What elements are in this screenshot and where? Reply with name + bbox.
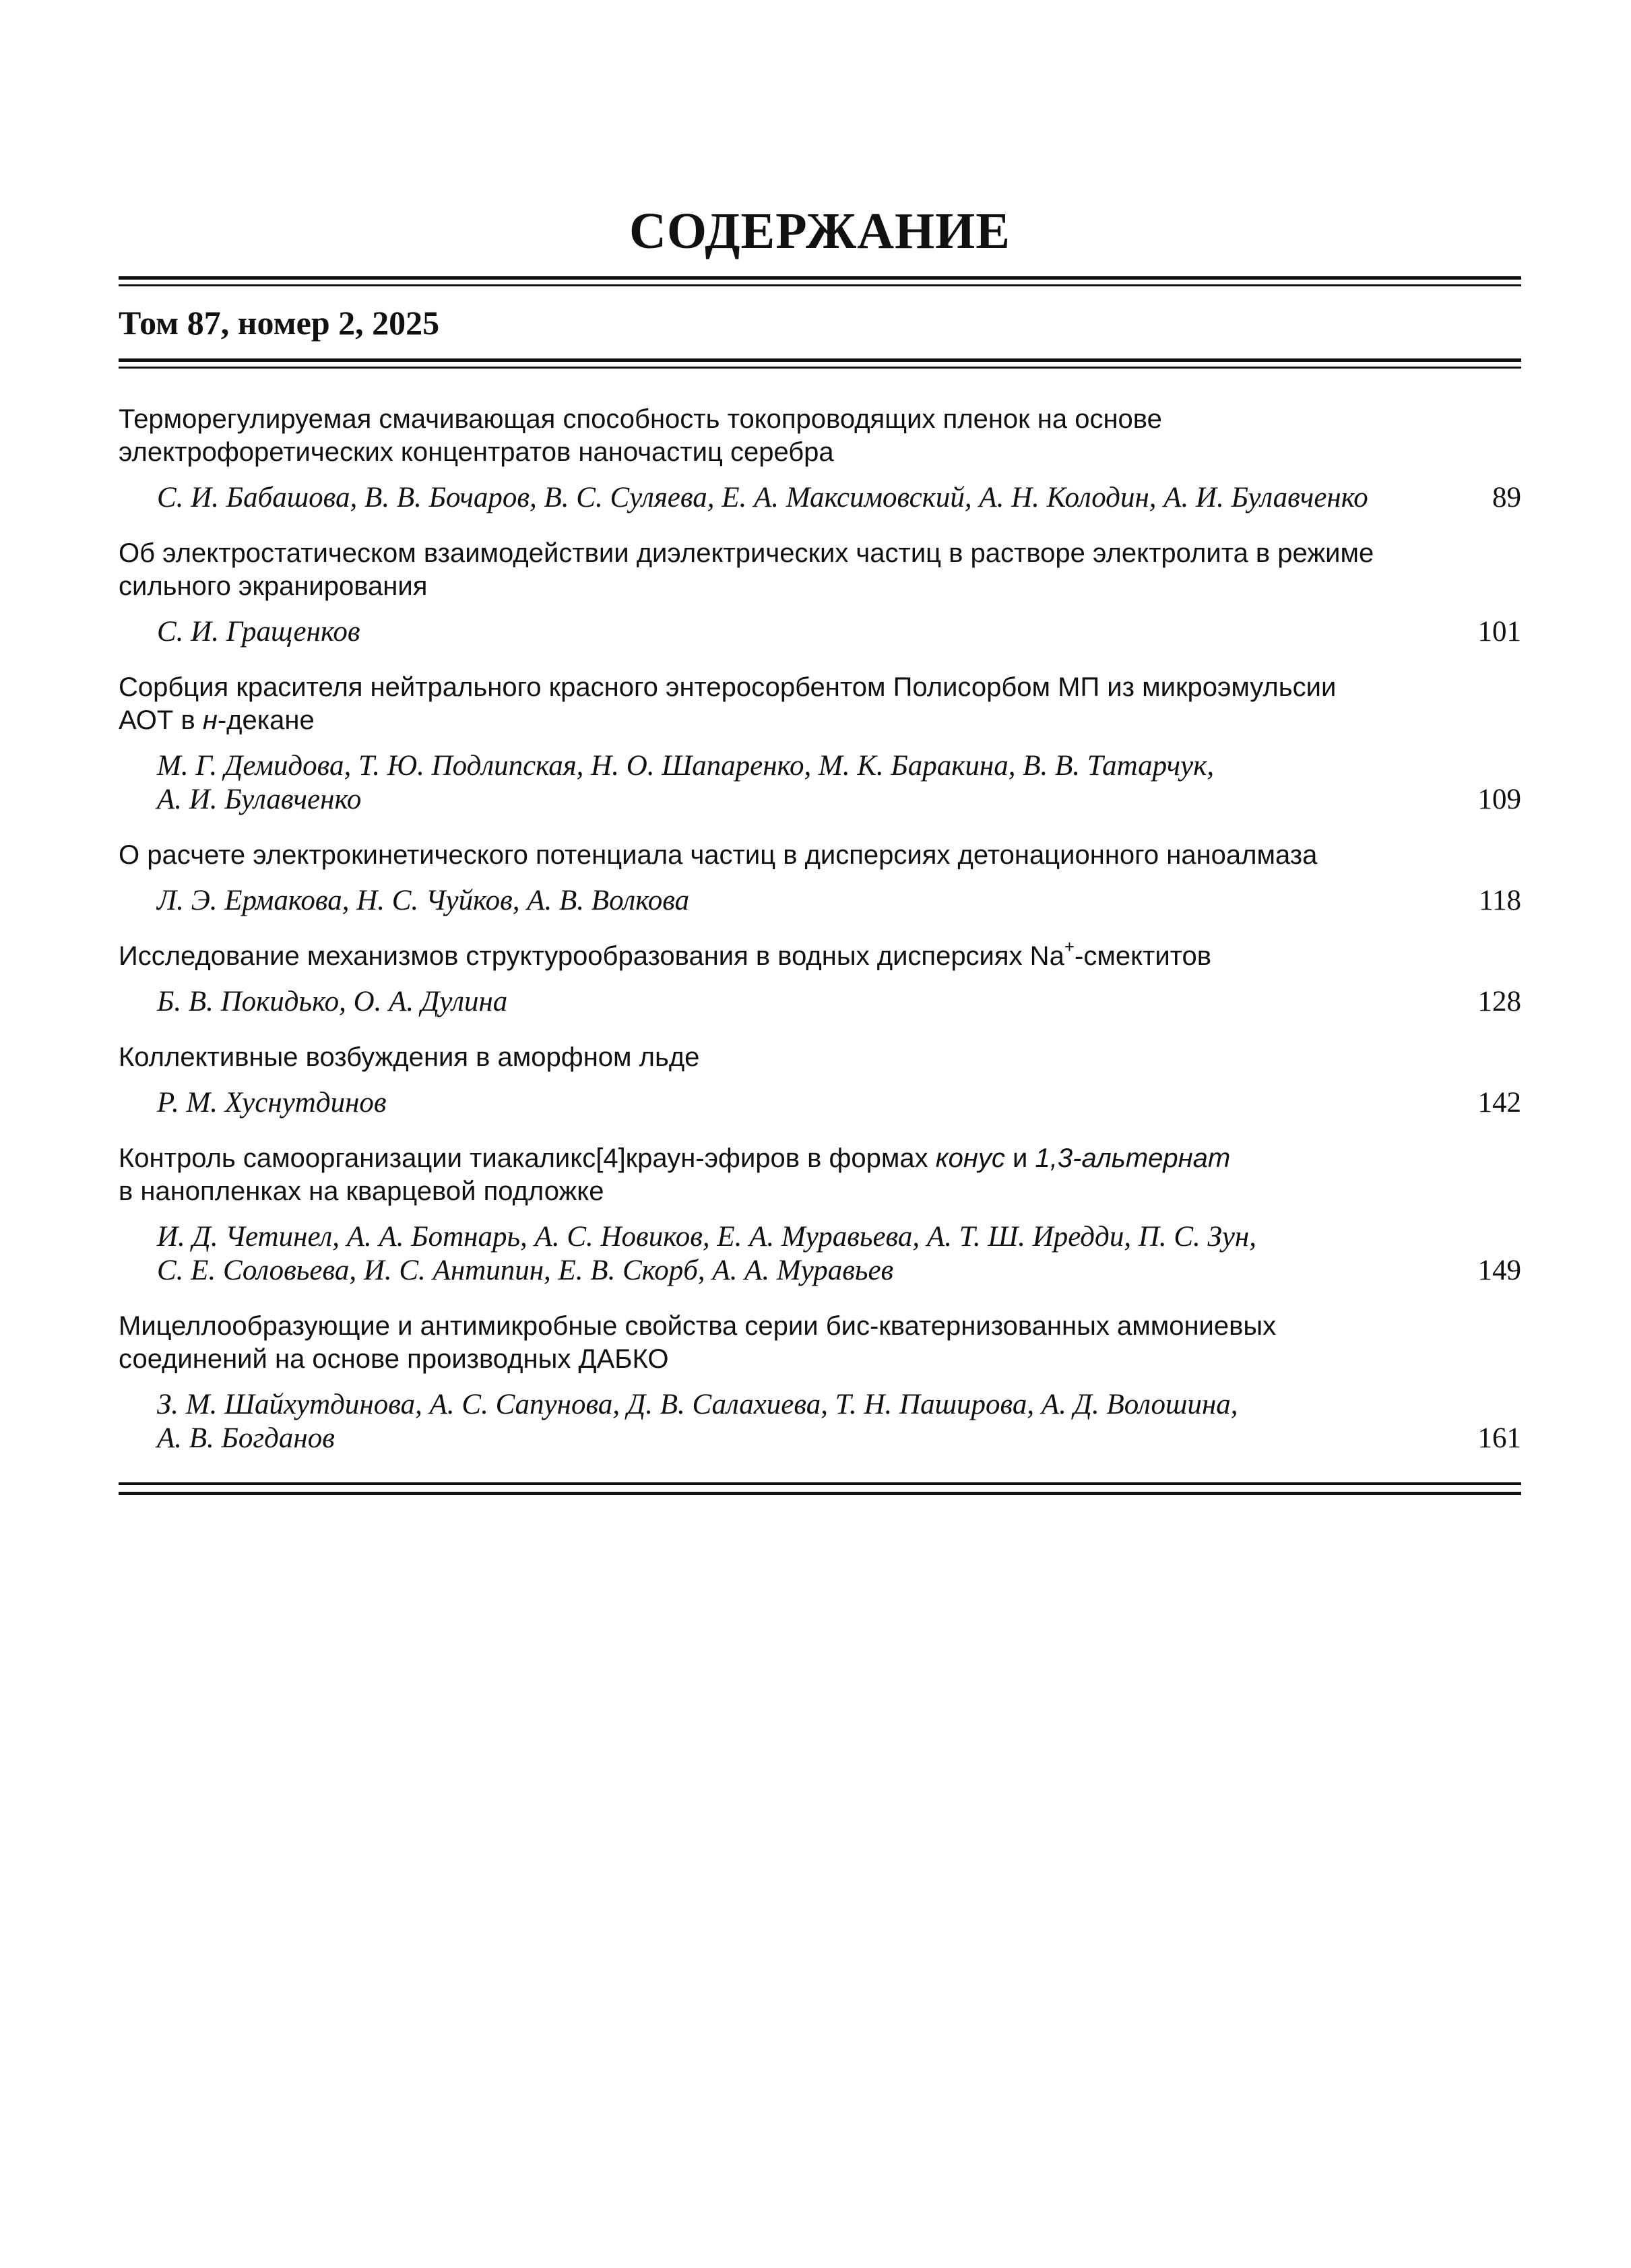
entry-page-number: 89: [1492, 482, 1521, 513]
entry-title[interactable]: Коллективные возбуждения в аморфном льде: [119, 1042, 700, 1072]
toc-entry[interactable]: [119, 839, 1521, 918]
entry-page-number: 161: [1477, 1422, 1521, 1454]
entry-page-number: 118: [1479, 885, 1521, 916]
page-title: СОДЕРЖАНИЕ: [629, 203, 1011, 259]
entry-authors: Б. В. Покидько, О. А. Дулина: [157, 986, 508, 1017]
entry-authors: З. М. Шайхутдинова, А. С. Сапунова, Д. В. Салахиева, Т. Н. Паширова, А. Д. Волошина, А. В. Богданов: [157, 1389, 1238, 1454]
toc-list: [119, 403, 1521, 1493]
entry-title[interactable]: Терморегулируемая смачивающая способность токопроводящих пленок на основе электрофоретических концентратов наночастиц серебра: [119, 404, 1162, 467]
toc-entry[interactable]: [119, 1310, 1521, 1455]
entry-page-number: 142: [1477, 1087, 1521, 1119]
toc-entry[interactable]: [119, 1142, 1521, 1288]
entry-title[interactable]: О расчете электрокинетического потенциала частиц в дисперсиях детонационного наноалмаза: [119, 840, 1318, 870]
entry-page-number: 149: [1477, 1255, 1521, 1286]
toc-entry[interactable]: [119, 403, 1521, 515]
entry-page-number: 109: [1477, 784, 1521, 815]
entry-authors: С. И. Гращенков: [157, 616, 360, 648]
entry-authors: Л. Э. Ермакова, Н. С. Чуйков, А. В. Волкова: [157, 885, 690, 916]
toc-entry[interactable]: [119, 671, 1521, 817]
entry-title[interactable]: Об электростатическом взаимодействии диэлектрических частиц в растворе электролита в режиме сильного экранирования: [119, 538, 1374, 601]
bottom-rule: [119, 1482, 1521, 1493]
volume-label: Том 87, номер 2, 2025: [119, 304, 440, 342]
volume-rule: [119, 358, 1521, 369]
entry-title[interactable]: Мицеллообразующие и антимикробные свойства серии бис-кватернизованных аммониевых соединений на основе производных ДАБКО: [119, 1311, 1277, 1374]
toc-entry[interactable]: [119, 1041, 1521, 1120]
entry-authors: М. Г. Демидова, Т. Ю. Подлипская, Н. О. Шапаренко, М. К. Баракина, В. В. Татарчук, А. И. Булавченко: [157, 750, 1215, 815]
toc-entry[interactable]: [119, 537, 1521, 649]
title-rule: [119, 276, 1521, 287]
entry-authors: И. Д. Четинел, А. А. Ботнарь, А. С. Новиков, Е. А. Муравьева, А. Т. Ш. Иредди, П. С. Зун, С. Е. Соловьева, И. С. Антипин, Е. В. Скорб, А. А. Муравьев: [157, 1221, 1257, 1286]
entry-title[interactable]: Контроль самоорганизации тиакаликс[4]краун-эфиров в формах конус и 1,3-альтернат в нанопленках на кварцевой подложке: [119, 1143, 1231, 1206]
entry-authors: С. И. Бабашова, В. В. Бочаров, В. С. Суляева, Е. А. Максимовский, А. Н. Колодин, А. И. Булавченко: [157, 482, 1368, 513]
entry-page-number: 128: [1477, 986, 1521, 1017]
toc-entry[interactable]: [119, 936, 1521, 1019]
entry-title[interactable]: Сорбция красителя нейтрального красного энтеросорбентом Полисорбом МП из микроэмульсии АОТ в н-декане: [119, 672, 1337, 735]
entry-page-number: 101: [1477, 616, 1521, 648]
entry-title[interactable]: Исследование механизмов структурообразования в водных дисперсиях Na+-смектитов: [119, 936, 1212, 971]
entry-authors: Р. М. Хуснутдинов: [157, 1087, 387, 1119]
